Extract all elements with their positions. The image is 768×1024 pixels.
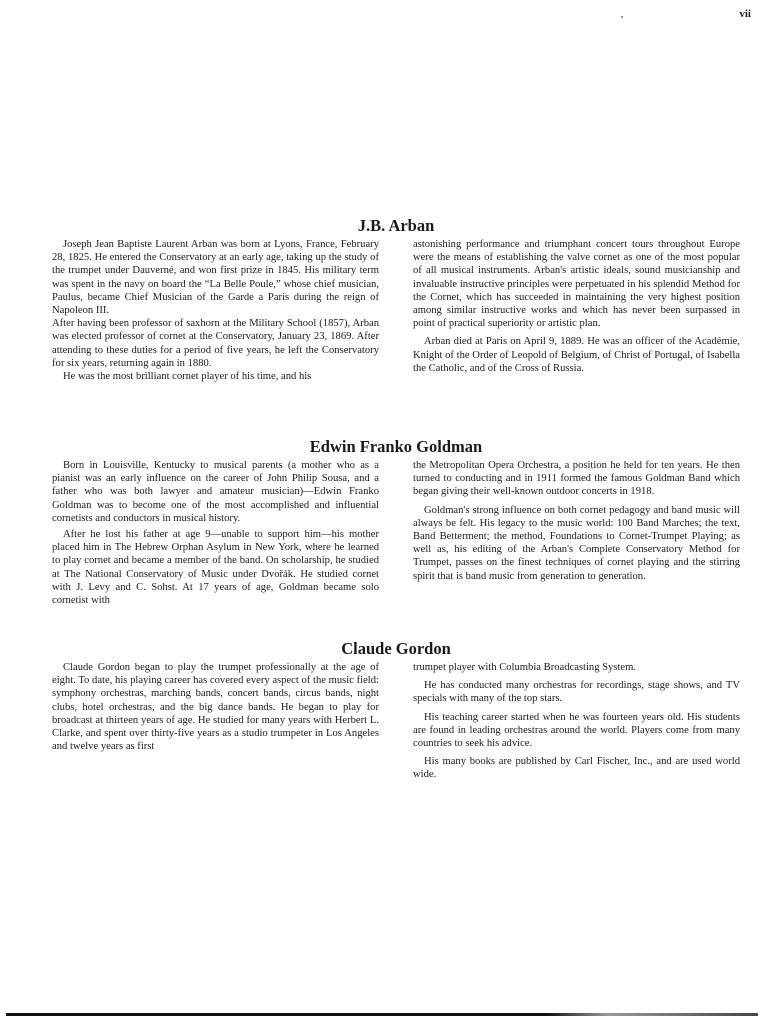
page-number: vii xyxy=(739,8,751,20)
column-left xyxy=(52,459,379,607)
columns-gordon xyxy=(52,661,740,782)
paragraph: He was the most brilliant cornet player of his time, and his xyxy=(63,371,312,383)
column-right xyxy=(413,661,740,782)
paragraph: Joseph Jean Baptiste Laurent Arban was born at Lyons, France, February 28, 1825. He entered the Conservatory at an early age, taking up the study of the trumpet under Dauverné, and won first prize in 1845. His military term was spent in the navy on board the “La Belle Poule,” whose chief musician, Paulus, became Chief Musician of the Garde a Paris during the reign of Napoleon III. xyxy=(52,239,379,317)
bottom-rule xyxy=(6,1013,758,1016)
paragraph: He has conducted many orchestras for recordings, stage shows, and TV specials with many of the top stars. xyxy=(413,680,740,705)
paragraph: trumpet player with Columbia Broadcasting System. xyxy=(413,662,637,673)
paragraph: astonishing performance and triumphant concert tours throughout Europe were the means of establishing the valve cornet as one of the most popular of all musical instruments. Arban's artistic ideals, sound musicianship and invaluable instructive principles were perpetuated in his splendid Method for the Cornet, which has succeeded in maintaining the very highest position among similar instructive works and which has never been surpassed in point of practical superiority or artistic plan. xyxy=(413,239,740,330)
section-heading-gordon: Claude Gordon xyxy=(341,639,451,658)
paragraph: Goldman's strong influence on both cornet pedagogy and band music will always be felt. His legacy to the music world: 100 Band Marches; the text, Band Betterment; the method, Foundations to Cornet-Trumpet Playing; as well as, his editing of the Arban's Complete Conservatory Method for Trumpet, passes on the finest techniques of cornet playing and the stirring spirit that is band music from generation to generation. xyxy=(413,504,740,582)
column-right xyxy=(413,238,740,383)
paragraph: Born in Louisville, Kentucky to musical parents (a mother who as a pianist was an early influence on the career of John Philip Sousa, and a father who was both lawyer and amateur musician)—Edwin Franko Goldman was to become one of the most accomplished and influential cornetists and conductors in musical history. xyxy=(52,460,379,524)
column-right xyxy=(413,459,740,607)
paragraph: After having been professor of saxhorn at the Military School (1857), Arban was elected professor of cornet at the Conservatory, January 23, 1869. After attending to these duties for a period of five years, he left the Conservatory for six years, returning again in 1880. xyxy=(52,318,379,369)
paragraph: Arban died at Paris on April 9, 1889. He was an officer of the Académie, Knight of the Order of Leopold of Belgium, of Christ of Portugal, of Isabella the Catholic, and of the Cross of Russia. xyxy=(413,336,740,374)
section-gordon xyxy=(52,640,740,782)
section-goldman xyxy=(52,438,740,607)
columns-goldman xyxy=(52,459,740,607)
paragraph: Claude Gordon began to play the trumpet professionally at the age of eight. To date, his playing career has covered every aspect of the music field: symphony orchestras, marching bands, concert bands, circus bands, night clubs, hotel orchestras, and the big dance bands. He began to play for broadcast at thirteen years of age. He studied for many years with Herbert L. Clarke, and spent over thirty-five years as a studio trumpeter in Los Angeles and twelve years as first xyxy=(52,662,379,753)
section-heading-goldman: Edwin Franko Goldman xyxy=(309,437,483,456)
section-arban xyxy=(52,217,740,383)
column-left xyxy=(52,661,379,782)
paragraph: His many books are published by Carl Fischer, Inc., and are used world wide. xyxy=(413,756,740,781)
paragraph: His teaching career started when he was fourteen years old. His students are found in leading orchestras around the world. Players come from many countries to seek his advice. xyxy=(413,711,740,750)
column-left xyxy=(52,238,379,383)
paragraph: After he lost his father at age 9—unable to support him—his mother placed him in The Hebrew Orphan Asylum in New York, where he learned to play cornet and became a member of the band. On scholarship, he studied at The National Conservatory of Music under Dvořák. He studied cornet with J. Levy and C. Sohst. At 17 years of age, Goldman became solo cornetist with xyxy=(52,529,379,607)
section-heading-arban: J.B. Arban xyxy=(357,216,435,235)
columns-arban xyxy=(52,238,740,383)
speck xyxy=(621,16,623,18)
paragraph: the Metropolitan Opera Orchestra, a position he held for ten years. He then turned to conducting and in 1911 formed the famous Goldman Band which began giving their well-known outdoor concerts in 1918. xyxy=(413,460,740,498)
